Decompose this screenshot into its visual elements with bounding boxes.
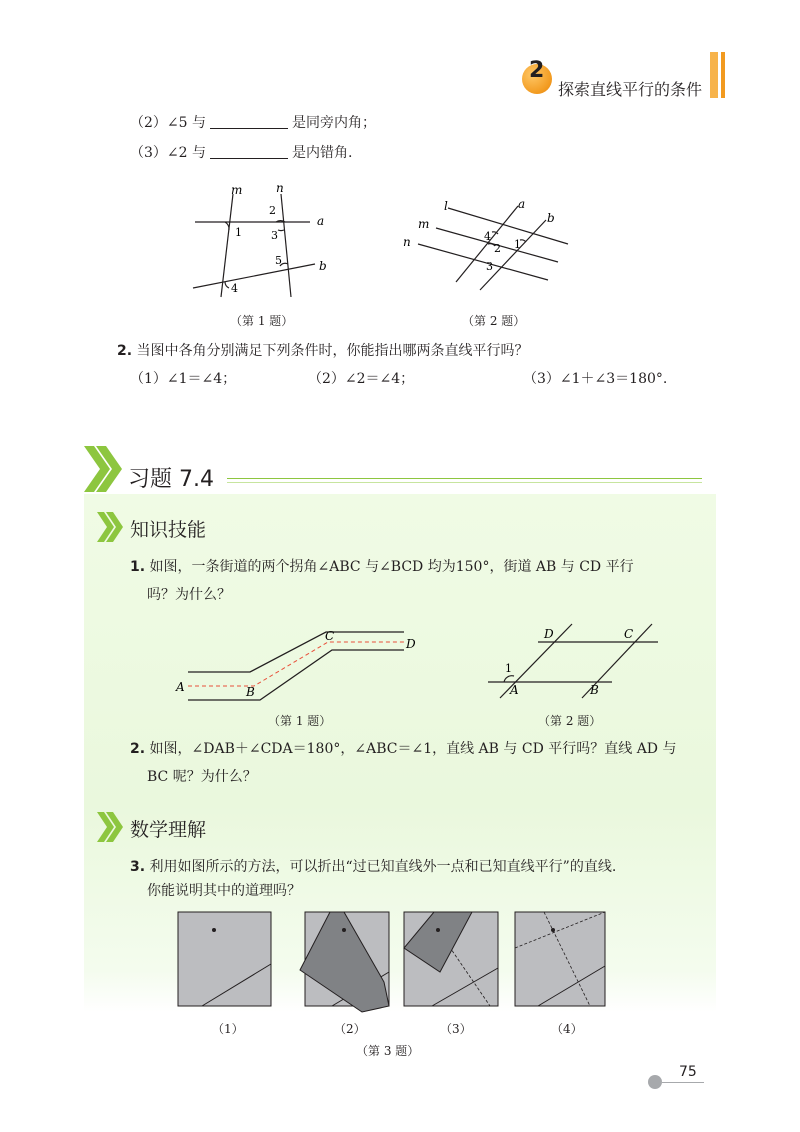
para-A: A	[510, 683, 519, 697]
ex-q2-number: 2.	[130, 741, 146, 757]
angle-4: 4	[231, 282, 238, 295]
q2-statement	[117, 340, 529, 362]
page-rule	[662, 1082, 704, 1083]
section-chevron-icon	[97, 512, 133, 542]
label-n: n	[403, 235, 411, 249]
ex-q1-number: 1.	[130, 559, 146, 575]
angle-1: 1	[514, 238, 521, 251]
fold-caption-3: （3）	[440, 1022, 472, 1036]
chapter-title: 探索直线平行的条件	[558, 80, 703, 99]
exercise-chevron-icon	[84, 446, 130, 492]
ex-q1-text: 如图，一条街道的两个拐角∠ABC 与∠BCD 均为150°，街道 AB 与 CD 平行	[149, 559, 634, 575]
page-number: 75	[679, 1064, 697, 1080]
label-l: l	[444, 199, 448, 213]
fold-step-3	[404, 912, 498, 1006]
exercise-title: 习题 7.4	[128, 467, 214, 492]
exercise-title-rule-2	[227, 482, 702, 483]
street-D: D	[406, 637, 416, 651]
street-figure	[172, 622, 422, 707]
header-bar-1	[710, 52, 718, 98]
exercise-title-rule	[227, 478, 702, 479]
street-C: C	[325, 629, 335, 643]
answer-blank	[210, 114, 288, 129]
ex-q1-line2: 吗？为什么？	[147, 587, 231, 603]
chapter-number: 2	[529, 58, 545, 83]
page-dot-icon	[648, 1075, 662, 1089]
q2-text: 当图中各角分别满足下列条件时，你能指出哪两条直线平行吗？	[136, 343, 529, 359]
q2-condition-1: （1）∠1＝∠4；	[130, 371, 237, 387]
fold-figures	[172, 908, 612, 1018]
ex-fig1-caption: （第 1 题）	[268, 714, 332, 728]
label-b: b	[319, 259, 327, 273]
q1-part3-prefix: （3）∠2 与	[130, 145, 206, 161]
angle-4: 4	[484, 230, 491, 243]
q1-part2-suffix: 是同旁内角；	[292, 115, 376, 131]
ex-q1-line1	[130, 556, 634, 578]
ex-q3-text: 利用如图所示的方法，可以折出“过已知直线外一点和已知直线平行”的直线.	[149, 859, 617, 875]
angle-1: 1	[505, 662, 512, 675]
q2-condition-3: （3）∠1＋∠3＝180°.	[523, 371, 668, 387]
fig3-caption: （第 3 题）	[356, 1044, 420, 1058]
top-fig2-caption: （第 2 题）	[462, 314, 526, 328]
q1-part2-prefix: （2）∠5 与	[130, 115, 206, 131]
para-C: C	[624, 627, 634, 641]
top-figure-2	[398, 196, 573, 296]
angle-3: 3	[271, 229, 278, 242]
q1-part3-suffix: 是内错角.	[292, 145, 353, 161]
angle-3: 3	[486, 260, 493, 273]
label-m: m	[231, 183, 243, 197]
ex-q3-line2: 你能说明其中的道理吗？	[147, 883, 301, 899]
section-knowledge-skills: 知识技能	[130, 519, 207, 541]
top-fig1-caption: （第 1 题）	[230, 314, 294, 328]
angle-5: 5	[275, 254, 282, 267]
ex-q3-line1	[130, 856, 616, 878]
angle-2: 2	[494, 242, 501, 255]
street-A: A	[176, 680, 185, 694]
q1-part3	[130, 142, 352, 164]
q1-part2	[130, 112, 376, 134]
fold-step-4	[515, 912, 605, 1006]
ex-q2-line1	[130, 738, 676, 760]
chapter-header	[520, 52, 730, 102]
header-bar-2	[721, 52, 725, 98]
street-B: B	[246, 685, 255, 699]
fold-step-1	[178, 912, 271, 1006]
fold-step-2	[300, 912, 389, 1012]
label-m: m	[418, 217, 430, 231]
ex-q2-line2: BC 呢？为什么？	[147, 769, 257, 785]
section-math-understanding: 数学理解	[130, 819, 207, 841]
section-chevron-icon	[97, 812, 133, 842]
para-D: D	[544, 627, 554, 641]
label-n: n	[276, 181, 284, 195]
angle-2: 2	[269, 204, 276, 217]
q2-condition-2: （2）∠2＝∠4；	[308, 371, 415, 387]
top-figure-1	[185, 180, 345, 305]
fold-caption-4: （4）	[551, 1022, 583, 1036]
para-B: B	[590, 683, 599, 697]
label-b: b	[547, 211, 555, 225]
q2-number: 2.	[117, 343, 133, 359]
fold-caption-2: （2）	[334, 1022, 366, 1036]
ex-q3-number: 3.	[130, 859, 146, 875]
ex-q2-text: 如图，∠DAB＋∠CDA＝180°，∠ABC＝∠1，直线 AB 与 CD 平行吗？直线 AD 与	[149, 741, 677, 757]
ex-fig2-caption: （第 2 题）	[538, 714, 602, 728]
fold-caption-1: （1）	[212, 1022, 244, 1036]
parallelogram-figure	[486, 622, 666, 700]
answer-blank	[210, 144, 288, 159]
label-a: a	[317, 214, 325, 228]
angle-1: 1	[235, 226, 242, 239]
label-a: a	[518, 197, 526, 211]
